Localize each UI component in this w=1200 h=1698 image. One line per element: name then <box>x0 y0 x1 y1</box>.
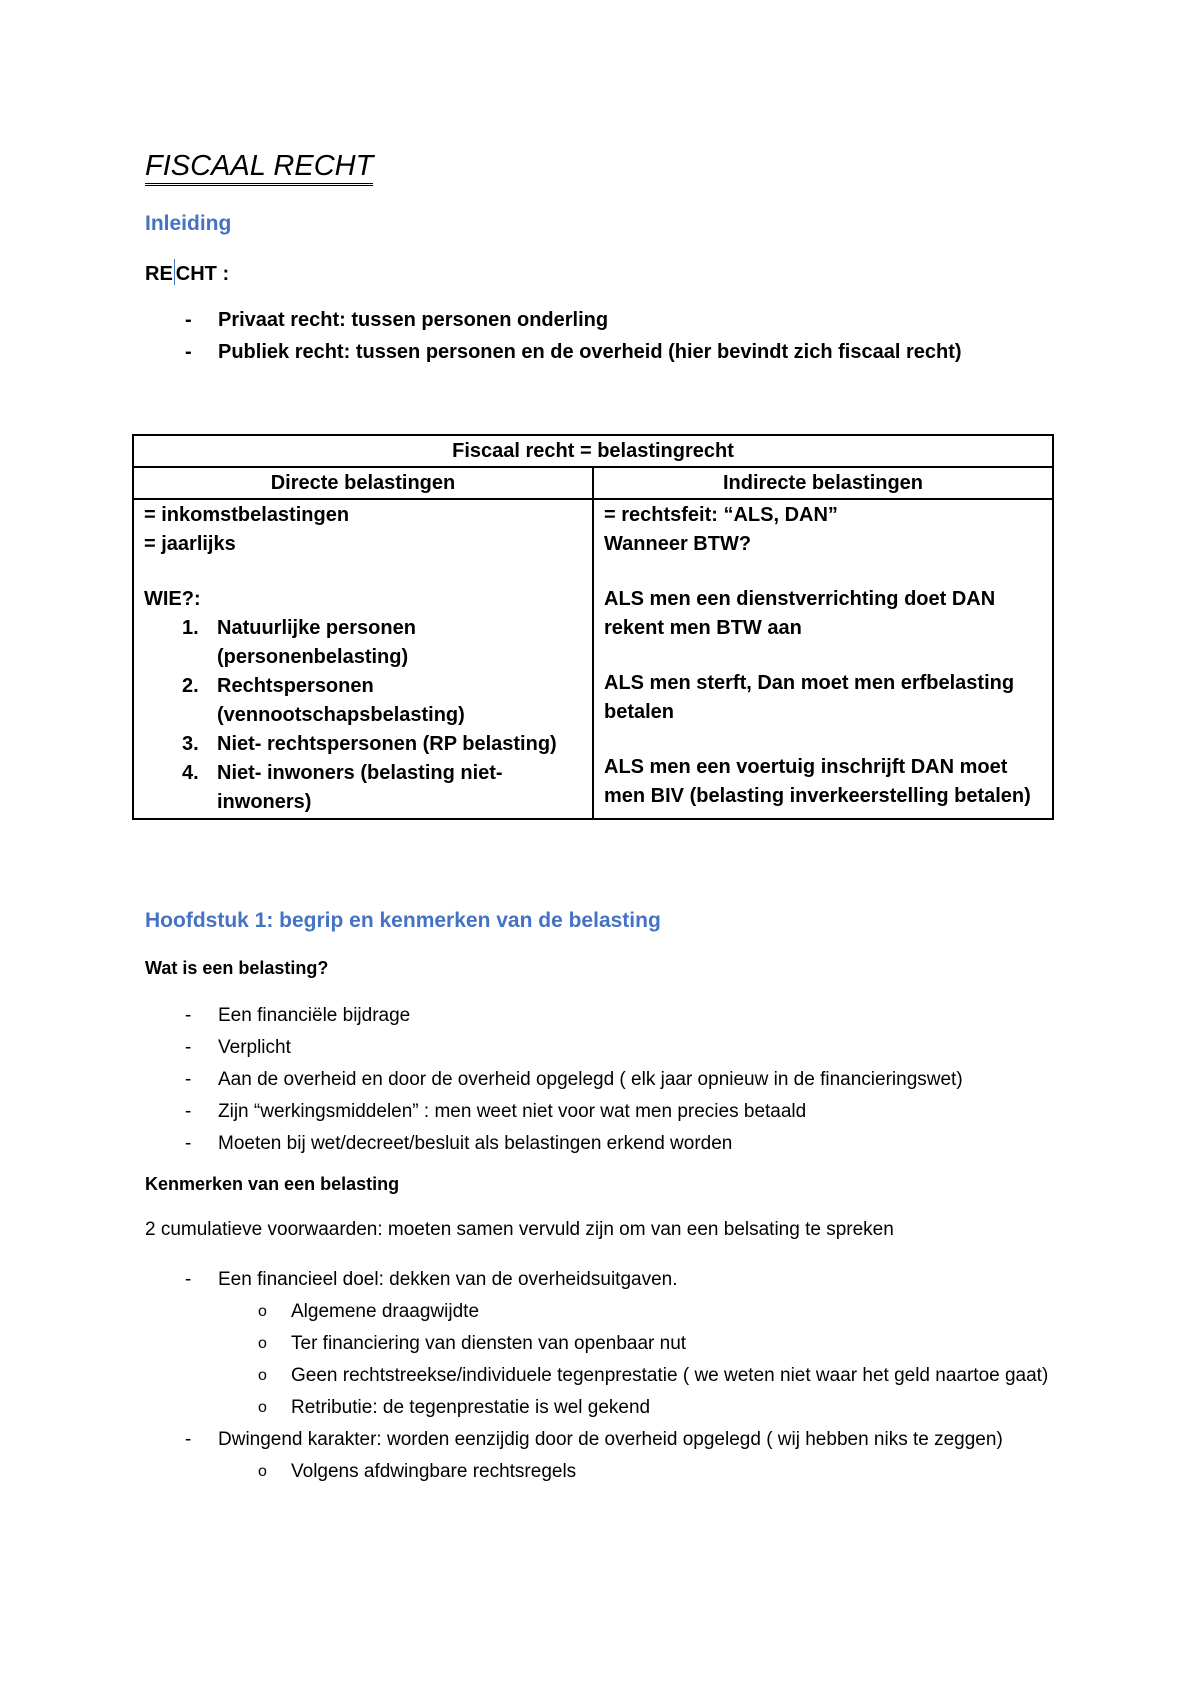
column-header-indirecte: Indirecte belastingen <box>593 467 1053 499</box>
circle-bullet-icon: o <box>258 1303 267 1320</box>
section-heading-inleiding: Inleiding <box>145 212 232 235</box>
sub-list-item: o Geen rechtstreekse/individuele tegenprestatie ( we weten niet waar het geld naartoe gaat) <box>218 1360 1075 1392</box>
page-title: FISCAAL RECHT <box>145 150 373 186</box>
kenmerken-list <box>145 1264 1075 1488</box>
cell-text: ALS men een dienstverrichting doet DAN rekent men BTW aan <box>604 588 996 639</box>
recht-label <box>145 259 229 286</box>
cell-text: = inkomstbelastingen <box>144 504 350 526</box>
circle-bullet-icon: o <box>258 1463 267 1480</box>
column-header-directe: Directe belastingen <box>133 467 593 499</box>
dash-bullet-icon: - <box>185 309 192 331</box>
cell-text: = rechtsfeit: “ALS, DAN” <box>604 504 838 526</box>
dash-bullet-icon: - <box>185 1005 192 1026</box>
list-item: - Aan de overheid en door de overheid opgelegd ( elk jaar opnieuw in de financieringswet) <box>145 1064 963 1096</box>
list-item: 1. Natuurlijke personen (personenbelasting) <box>182 617 416 668</box>
kenmerken-intro: 2 cumulatieve voorwaarden: moeten samen vervuld zijn om van een belsating te spreken <box>145 1219 894 1240</box>
dash-bullet-icon: - <box>185 1133 192 1154</box>
recht-label-part-2: CHT : <box>175 263 230 285</box>
question-heading: Wat is een belasting? <box>145 958 329 978</box>
sub-list <box>218 1296 1075 1424</box>
wie-list <box>144 614 582 817</box>
sub-list-item: o Ter financiering van diensten van openbaar nut <box>218 1328 1075 1360</box>
circle-bullet-icon: o <box>258 1367 267 1384</box>
cell-text: ALS men een voertuig inschrijft DAN moet men BIV (belasting inverkeerstelling betalen) <box>604 756 1031 807</box>
recht-list <box>145 304 962 368</box>
list-item: - Een financiële bijdrage <box>145 1000 963 1032</box>
chapter-heading: Hoofdstuk 1: begrip en kenmerken van de belasting <box>145 909 661 932</box>
list-item: - Moeten bij wet/decreet/besluit als belastingen erkend worden <box>145 1128 963 1160</box>
belasting-list <box>145 1000 963 1160</box>
cell-text: ALS men sterft, Dan moet men erfbelasting betalen <box>604 672 1015 723</box>
sub-list-item: o Volgens afdwingbare rechtsregels <box>218 1456 1075 1488</box>
dash-bullet-icon: - <box>185 1069 192 1090</box>
list-item: - Zijn “werkingsmiddelen” : men weet niet voor wat men precies betaald <box>145 1096 963 1128</box>
dash-bullet-icon: - <box>185 1037 192 1058</box>
dash-bullet-icon: - <box>185 1269 192 1290</box>
cell-directe <box>133 499 593 819</box>
cell-text: Wanneer BTW? <box>604 533 752 555</box>
circle-bullet-icon: o <box>258 1335 267 1352</box>
list-item: - Een financieel doel: dekken van de overheidsuitgaven. o Algemene draagwijdte o Ter financiering van diensten van openbaar nut o Geen rechtstreekse/individuele tegenprestatie ( we weten niet waar het geld naartoe gaat) o Retributie: de tegenprestatie is wel gekend <box>145 1264 1075 1424</box>
list-item: 3. Niet- rechtspersonen (RP belasting) <box>182 733 557 755</box>
cell-text: WIE?: <box>144 588 201 610</box>
text-cursor <box>174 259 175 285</box>
sub-list-item: o Retributie: de tegenprestatie is wel gekend <box>218 1392 1075 1424</box>
dash-bullet-icon: - <box>185 1429 192 1450</box>
recht-label-part-1: RE <box>145 263 173 285</box>
cell-indirecte <box>593 499 1053 819</box>
list-item: 2. Rechtspersonen (vennootschapsbelasting) <box>182 675 465 726</box>
list-item: 4. Niet- inwoners (belasting niet-inwoners) <box>182 762 503 813</box>
list-item: - Publiek recht: tussen personen en de overheid (hier bevindt zich fiscaal recht) <box>145 336 962 368</box>
belasting-table <box>132 434 1054 820</box>
circle-bullet-icon: o <box>258 1399 267 1416</box>
dash-bullet-icon: - <box>185 341 192 363</box>
list-item: - Verplicht <box>145 1032 963 1064</box>
list-item: - Privaat recht: tussen personen onderling <box>145 304 962 336</box>
table-title: Fiscaal recht = belastingrecht <box>133 435 1053 467</box>
list-item: - Dwingend karakter: worden eenzijdig door de overheid opgelegd ( wij hebben niks te zeggen) o Volgens afdwingbare rechtsregels <box>145 1424 1075 1488</box>
cell-text: = jaarlijks <box>144 533 236 555</box>
dash-bullet-icon: - <box>185 1101 192 1122</box>
sub-list-item: o Algemene draagwijdte <box>218 1296 1075 1328</box>
kenmerken-heading: Kenmerken van een belasting <box>145 1174 400 1194</box>
sub-list <box>218 1456 1075 1488</box>
